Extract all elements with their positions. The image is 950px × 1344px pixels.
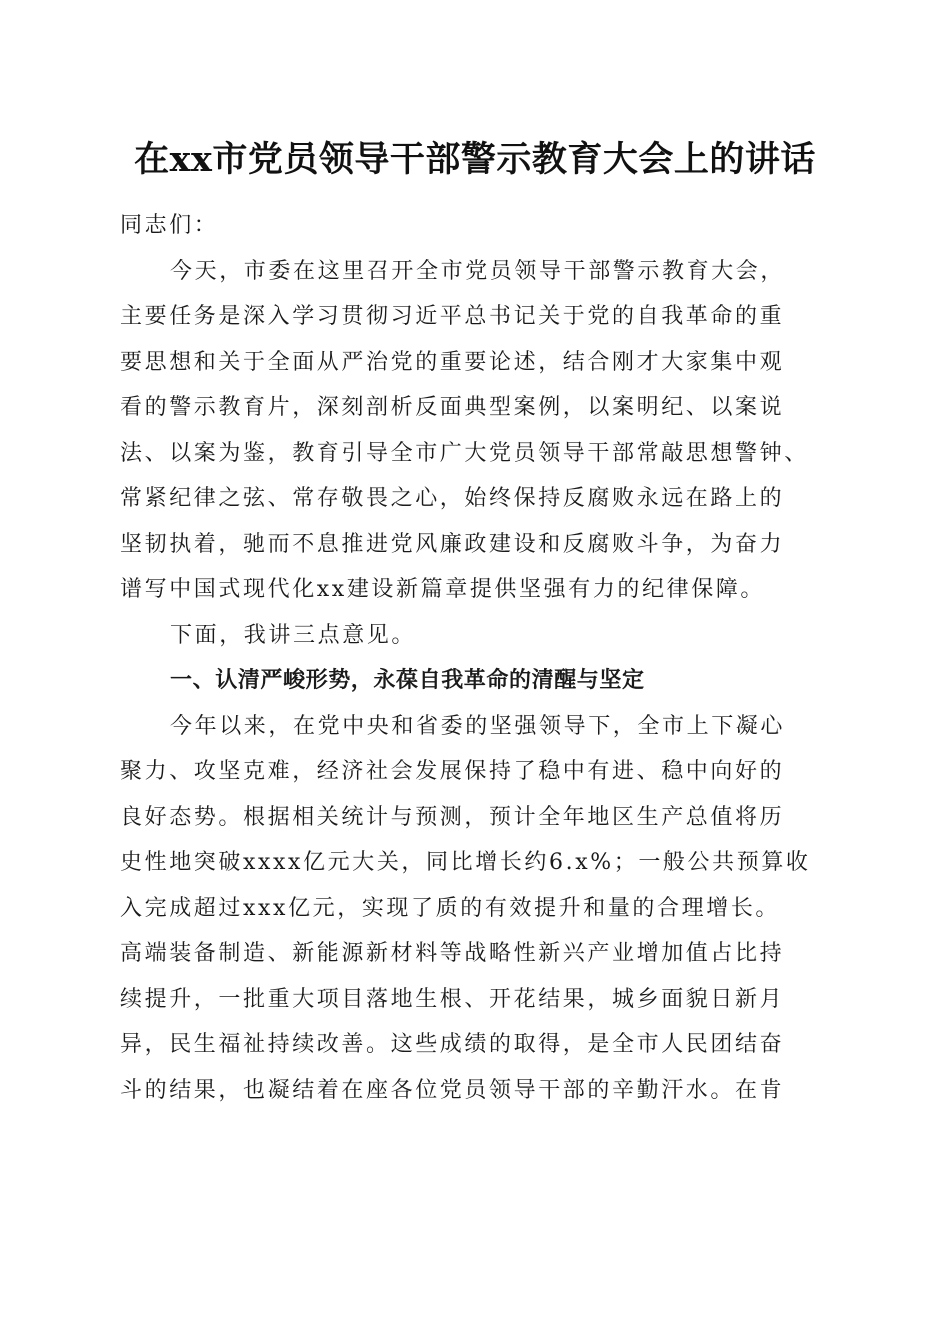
- paragraph-line: 谱写中国式现代化xx建设新篇章提供坚强有力的纪律保障。: [120, 577, 766, 602]
- section-heading: 一、认清严峻形势，永葆自我革命的清醒与坚定: [170, 668, 645, 693]
- paragraph-line: 今年以来，在党中央和省委的坚强领导下，全市上下凝心: [170, 713, 786, 739]
- paragraph-line: 要思想和关于全面从严治党的重要论述，结合刚才大家集中观: [120, 349, 785, 375]
- paragraph-line: 常紧纪律之弦、常存敬畏之心，始终保持反腐败永远在路上的: [120, 486, 785, 511]
- document-body: [120, 203, 830, 1113]
- paragraph-line: 今天，市委在这里召开全市党员领导干部警示教育大会，: [170, 258, 786, 284]
- paragraph-line: 续提升，一批重大项目落地生根、开花结果，城乡面貌日新月: [120, 986, 785, 1012]
- salutation: 同志们：: [120, 213, 219, 238]
- paragraph-line: 良好态势。根据相关统计与预测，预计全年地区生产总值将历: [120, 804, 785, 830]
- paragraph-line: 异，民生福祉持续改善。这些成绩的取得，是全市人民团结奋: [120, 1032, 785, 1057]
- paragraph-line: 高端装备制造、新能源新材料等战略性新兴产业增加值占比持: [120, 941, 785, 966]
- paragraph-line: 史性地突破xxxx亿元大关，同比增长约6.x%；一般公共预算收: [120, 850, 811, 875]
- paragraph-line: 下面，我讲三点意见。: [170, 622, 417, 648]
- paragraph-line: 聚力、攻坚克难，经济社会发展保持了稳中有进、稳中向好的: [120, 759, 785, 784]
- paragraph-line: 坚韧执着，驰而不息推进党风廉政建设和反腐败斗争，为奋力: [120, 531, 785, 557]
- paragraph-line: 斗的结果，也凝结着在座各位党员领导干部的辛勤汗水。在肯: [120, 1077, 785, 1103]
- document-title: 在xx市党员领导干部警示教育大会上的讲话: [134, 139, 816, 180]
- paragraph-line: 主要任务是深入学习贯彻习近平总书记关于党的自我革命的重: [120, 304, 785, 329]
- paragraph-line: 入完成超过xxx亿元，实现了质的有效提升和量的合理增长。: [120, 895, 781, 921]
- paragraph-line: 看的警示教育片，深刻剖析反面典型案例，以案明纪、以案说: [120, 395, 785, 420]
- paragraph-line: 法、以案为鉴，教育引导全市广大党员领导干部常敲思想警钟、: [120, 440, 809, 466]
